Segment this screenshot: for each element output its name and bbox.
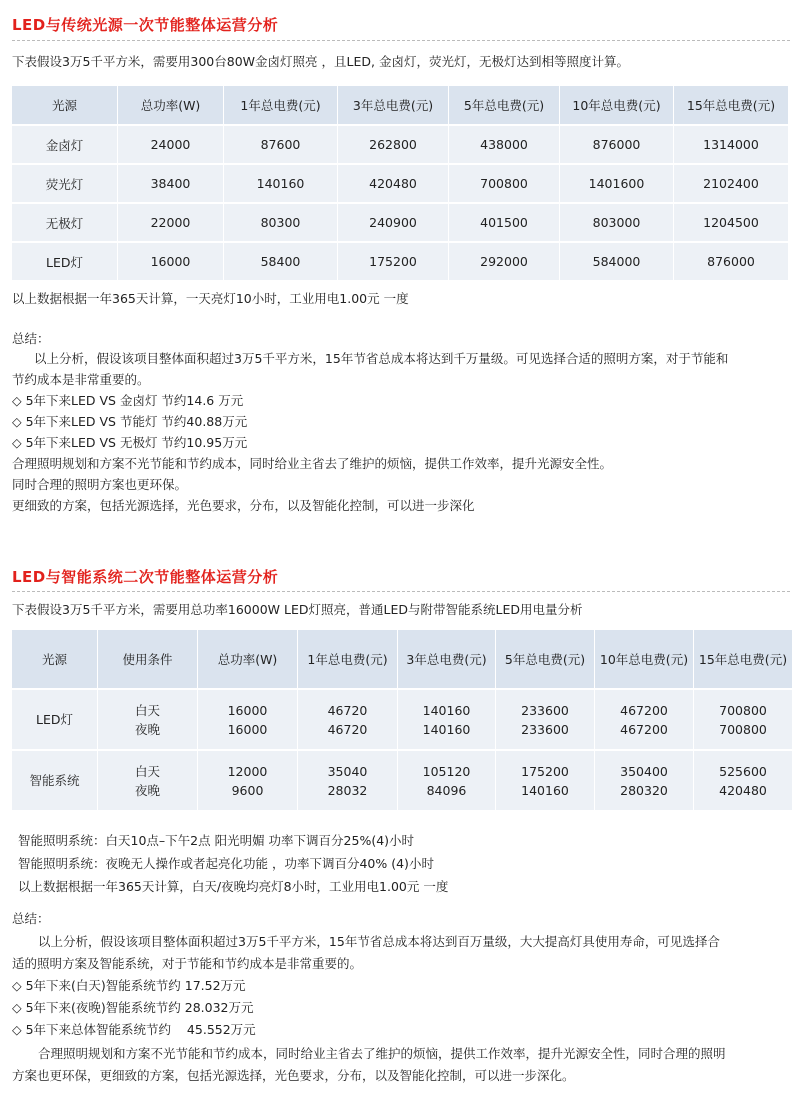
summary-line: 方案也更环保，更细致的方案，包括光源选择，光色要求，分布，以及智能化控制，可以进一步深化。 [12, 1068, 575, 1083]
section1-summary-label: 总结： [12, 331, 50, 346]
table-cell: 58400 [224, 241, 338, 280]
table-cell: 白天 夜晚 [98, 749, 198, 810]
section2-note: 以上数据根据一年365天计算，白天/夜晚均亮灯8小时，工业用电1.00元 一度 [18, 879, 449, 894]
column-header: 使用条件 [98, 630, 198, 688]
summary-bullet: ◇ 5年下来(夜晚)智能系统节约 28.032万元 [12, 1000, 254, 1015]
table-cell: 876000 [674, 241, 788, 280]
summary-line: 同时合理的照明方案也更环保。 [12, 477, 188, 492]
table-cell: 175200 [338, 241, 449, 280]
table-cell: 荧光灯 [12, 163, 118, 202]
table-cell: LED灯 [12, 688, 98, 749]
summary-bullet: ◇ 5年下来LED VS 金卤灯 节约14.6 万元 [12, 393, 244, 408]
column-header: 光源 [12, 86, 118, 124]
summary-line: 合理照明规划和方案不光节能和节约成本，同时给业主省去了维护的烦恼，提供工作效率，提升光源安全性，同时合理的照明 [38, 1046, 726, 1061]
table-row [12, 124, 788, 163]
table-cell: 35040 28032 [298, 749, 398, 810]
column-header: 总功率(W) [118, 86, 224, 124]
section2-summary-label: 总结： [12, 911, 50, 926]
column-header: 光源 [12, 630, 98, 688]
table-header-row [12, 630, 792, 688]
table-cell: 87600 [224, 124, 338, 163]
table-row [12, 749, 792, 810]
column-header: 10年总电费(元) [595, 630, 694, 688]
table-cell: 无极灯 [12, 202, 118, 241]
column-header: 3年总电费(元) [398, 630, 496, 688]
table-cell: 80300 [224, 202, 338, 241]
summary-line: 合理照明规划和方案不光节能和节约成本，同时给业主省去了维护的烦恼，提供工作效率，提升光源安全性。 [12, 456, 613, 471]
summary-bullet: ◇ 5年下来(白天)智能系统节约 17.52万元 [12, 978, 246, 993]
table-cell: 46720 46720 [298, 688, 398, 749]
table-cell: 1204500 [674, 202, 788, 241]
section2-intro: 下表假设3万5千平方米，需要用总功率16000W LED灯照亮，普通LED与附带智能系统LED用电量分析 [12, 602, 583, 617]
table-cell: 584000 [560, 241, 674, 280]
table-cell: 24000 [118, 124, 224, 163]
table-cell: 16000 16000 [198, 688, 298, 749]
section1-divider [12, 40, 790, 41]
column-header: 10年总电费(元) [560, 86, 674, 124]
section2-divider [12, 591, 790, 592]
summary-bullet: ◇ 5年下来LED VS 无极灯 节约10.95万元 [12, 435, 248, 450]
table-cell: 140160 [224, 163, 338, 202]
table-cell: 105120 84096 [398, 749, 496, 810]
table-cell: 401500 [449, 202, 560, 241]
table-cell: 262800 [338, 124, 449, 163]
section2-table [12, 630, 792, 810]
table-cell: 700800 700800 [694, 688, 792, 749]
table-row [12, 688, 792, 749]
column-header: 1年总电费(元) [224, 86, 338, 124]
section2-note: 智能照明系统：白天10点–下午2点 阳光明媚 功率下调百分25%(4)小时 [18, 833, 415, 848]
table-cell: 2102400 [674, 163, 788, 202]
table-cell: 智能系统 [12, 749, 98, 810]
table-cell: 233600 233600 [496, 688, 595, 749]
table-cell: 12000 9600 [198, 749, 298, 810]
section2-note: 智能照明系统：夜晚无人操作或者起亮化功能 ，功率下调百分40% (4)小时 [18, 856, 434, 871]
table-cell: 140160 140160 [398, 688, 496, 749]
table-cell: LED灯 [12, 241, 118, 280]
table-cell: 438000 [449, 124, 560, 163]
table-cell: 240900 [338, 202, 449, 241]
column-header: 15年总电费(元) [674, 86, 788, 124]
table-cell: 1314000 [674, 124, 788, 163]
section2-title: LED与智能系统二次节能整体运营分析 [12, 568, 279, 586]
table-header-row [12, 86, 788, 124]
table-row [12, 163, 788, 202]
column-header: 总功率(W) [198, 630, 298, 688]
table-cell: 803000 [560, 202, 674, 241]
summary-line: 以上分析，假设该项目整体面积超过3万5千平方米，15年节省总成本将达到百万量级，大大提高灯具使用寿命，可见选择合 [38, 934, 720, 949]
summary-line: 以上分析，假设该项目整体面积超过3万5千平方米，15年节省总成本将达到千万量级。可见选择合适的照明方案，对于节能和 [34, 351, 729, 366]
summary-bullet: ◇ 5年下来总体智能系统节约 45.552万元 [12, 1022, 256, 1037]
table-cell: 175200 140160 [496, 749, 595, 810]
column-header: 5年总电费(元) [496, 630, 595, 688]
table-cell: 420480 [338, 163, 449, 202]
table-cell: 292000 [449, 241, 560, 280]
table-cell: 22000 [118, 202, 224, 241]
table-cell: 467200 467200 [595, 688, 694, 749]
summary-bullet: ◇ 5年下来LED VS 节能灯 节约40.88万元 [12, 414, 248, 429]
table-cell: 700800 [449, 163, 560, 202]
column-header: 1年总电费(元) [298, 630, 398, 688]
table-row [12, 241, 788, 280]
table-cell: 525600 420480 [694, 749, 792, 810]
column-header: 15年总电费(元) [694, 630, 792, 688]
table-cell: 876000 [560, 124, 674, 163]
table-cell: 16000 [118, 241, 224, 280]
table-cell: 350400 280320 [595, 749, 694, 810]
table-cell: 金卤灯 [12, 124, 118, 163]
section1-intro: 下表假设3万5千平方米，需要用300台80W金卤灯照亮 ，且LED, 金卤灯，荧光灯，无极灯达到相等照度计算。 [12, 54, 629, 69]
summary-line: 节约成本是非常重要的。 [12, 372, 150, 387]
summary-line: 适的照明方案及智能系统，对于节能和节约成本是非常重要的。 [12, 956, 363, 971]
table-cell: 1401600 [560, 163, 674, 202]
column-header: 3年总电费(元) [338, 86, 449, 124]
section1-note: 以上数据根据一年365天计算，一天亮灯10小时，工业用电1.00元 一度 [12, 291, 409, 306]
summary-line: 更细致的方案，包括光源选择，光色要求，分布，以及智能化控制，可以进一步深化 [12, 498, 475, 513]
column-header: 5年总电费(元) [449, 86, 560, 124]
section1-title: LED与传统光源一次节能整体运营分析 [12, 16, 279, 34]
table-cell: 白天 夜晚 [98, 688, 198, 749]
section1-table [12, 86, 788, 280]
table-cell: 38400 [118, 163, 224, 202]
table-row [12, 202, 788, 241]
